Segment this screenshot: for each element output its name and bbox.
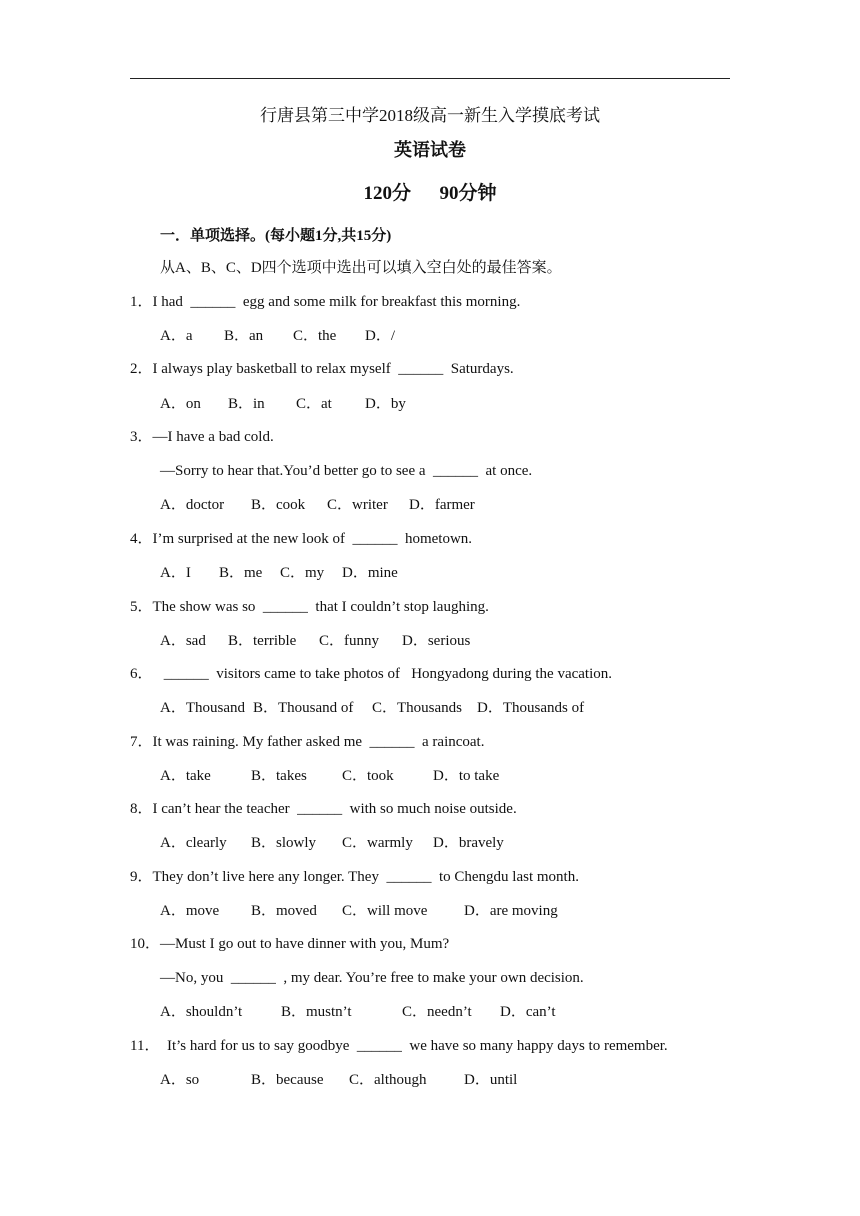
question-3-options <box>160 495 720 515</box>
option-a: A．clearly <box>160 835 227 851</box>
option-a: A．move <box>160 903 220 919</box>
question-4-stem: 4．I’m surprised at the new look of ______ hometown. <box>130 531 473 547</box>
option-a: A．doctor <box>160 497 225 513</box>
exam-subject: 英语试卷 <box>394 140 466 160</box>
question-8-stem: 8．I can’t hear the teacher ______ with so much noise outside. <box>130 801 517 817</box>
question-10-dialog: —No, you ______ , my dear. You’re free to make your own decision. <box>160 970 584 986</box>
option-c: C．Thousands <box>372 700 463 716</box>
option-d: D．mine <box>342 565 398 581</box>
question-8-options <box>160 833 720 853</box>
option-c: C．funny <box>319 633 380 649</box>
header-rule <box>130 78 730 79</box>
option-c: C．will move <box>342 903 428 919</box>
question-6-options <box>160 698 720 718</box>
question-1-stem: 1．I had ______ egg and some milk for breakfast this morning. <box>130 294 521 310</box>
option-d: D．to take <box>433 768 500 784</box>
option-d: D．bravely <box>433 835 504 851</box>
question-11-stem: 11． It’s hard for us to say goodbye ______ we have so many happy days to remember. <box>130 1038 668 1054</box>
option-d: D．by <box>365 396 406 412</box>
option-c: C．the <box>293 328 337 344</box>
option-b: B．me <box>219 565 263 581</box>
option-b: B．in <box>228 396 265 412</box>
option-a: A．shouldn’t <box>160 1004 243 1020</box>
option-b: B．moved <box>251 903 317 919</box>
option-c: C．writer <box>327 497 388 513</box>
section-instruction: 从A、B、C、D四个选项中选出可以填入空白处的最佳答案。 <box>160 260 562 276</box>
question-2-options <box>160 394 720 414</box>
option-a: A．take <box>160 768 211 784</box>
option-b: B．an <box>224 328 264 344</box>
question-7-stem: 7．It was raining. My father asked me ______ a raincoat. <box>130 734 485 750</box>
option-d: D．farmer <box>409 497 475 513</box>
option-b: B．terrible <box>228 633 297 649</box>
question-7-options <box>160 766 720 786</box>
question-10-stem: 10．—Must I go out to have dinner with you, Mum? <box>130 936 450 952</box>
question-6-stem: 6． ______ visitors came to take photos of Hongyadong during the vacation. <box>130 666 612 682</box>
option-d: D．are moving <box>464 903 558 919</box>
option-c: C．although <box>349 1072 427 1088</box>
question-3-stem: 3．—I have a bad cold. <box>130 429 274 445</box>
option-b: B．mustn’t <box>281 1004 352 1020</box>
option-c: C．warmly <box>342 835 413 851</box>
option-c: C．needn’t <box>402 1004 472 1020</box>
option-d: D．can’t <box>500 1004 556 1020</box>
option-b: B．Thousand of <box>253 700 354 716</box>
option-d: D．serious <box>402 633 471 649</box>
question-11-options <box>160 1070 720 1090</box>
option-d: D．until <box>464 1072 518 1088</box>
option-b: B．takes <box>251 768 307 784</box>
question-3-dialog: —Sorry to hear that.You’d better go to see a ______ at once. <box>160 463 533 479</box>
exam-title: 行唐县第三中学2018级高一新生入学摸底考试 <box>260 106 600 125</box>
section-heading: 一．单项选择。(每小题1分,共15分) <box>160 228 392 244</box>
option-c: C．took <box>342 768 394 784</box>
question-9-options <box>160 901 720 921</box>
option-c: C．my <box>280 565 325 581</box>
option-a: A．on <box>160 396 201 412</box>
question-5-options <box>160 631 720 651</box>
option-a: A．sad <box>160 633 206 649</box>
exam-score-time: 120分 90分钟 <box>363 183 497 204</box>
question-10-options <box>160 1002 720 1022</box>
option-a: A．Thousand <box>160 700 245 716</box>
question-1-options <box>160 326 720 346</box>
question-5-stem: 5．The show was so ______ that I couldn’t stop laughing. <box>130 599 489 615</box>
option-a: A．a <box>160 328 193 344</box>
question-9-stem: 9．They don’t live here any longer. They ______ to Chengdu last month. <box>130 869 579 885</box>
option-d: D．/ <box>365 328 396 344</box>
question-2-stem: 2．I always play basketball to relax myself ______ Saturdays. <box>130 361 514 377</box>
option-c: C．at <box>296 396 332 412</box>
option-a: A．I <box>160 565 191 581</box>
option-b: B．slowly <box>251 835 317 851</box>
option-a: A．so <box>160 1072 200 1088</box>
option-d: D．Thousands of <box>477 700 585 716</box>
question-4-options <box>160 563 720 583</box>
option-b: B．because <box>251 1072 324 1088</box>
option-b: B．cook <box>251 497 306 513</box>
